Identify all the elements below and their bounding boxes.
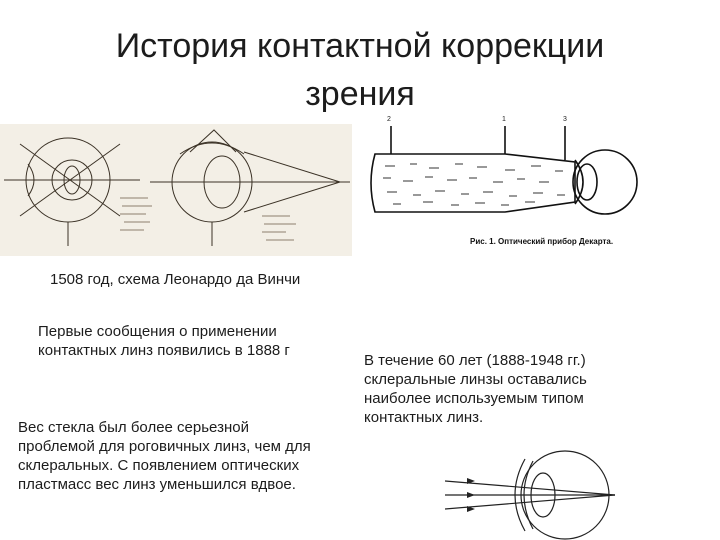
scleral-lenses-text: В течение 60 лет (1888-1948 гг.) склеральные линзы оставались наиболее используемым типом контактных линз. xyxy=(364,352,587,426)
label-1: 1 xyxy=(502,116,506,123)
scleral-lens-eye-diagram xyxy=(445,445,630,540)
descartes-caption: Рис. 1. Оптический прибор Декарта. xyxy=(470,237,614,246)
leonardo-eye-sketch xyxy=(0,124,352,256)
label-3: 3 xyxy=(563,116,567,123)
descartes-optical-device xyxy=(365,116,665,256)
first-reports-text: Первые сообщения о применении контактных линз появились в 1888 г xyxy=(38,323,290,359)
label-2: 2 xyxy=(387,116,391,123)
glass-weight-text: Вес стекла был более серьезной проблемой для роговичных линз, чем для склеральных. С появлением оптических пластмасс вес линз уменьшился вдвое. xyxy=(18,419,311,493)
leonardo-caption: 1508 год, схема Леонардо да Винчи xyxy=(50,271,301,288)
slide-title: История контактной коррекции зрения xyxy=(115,27,605,113)
